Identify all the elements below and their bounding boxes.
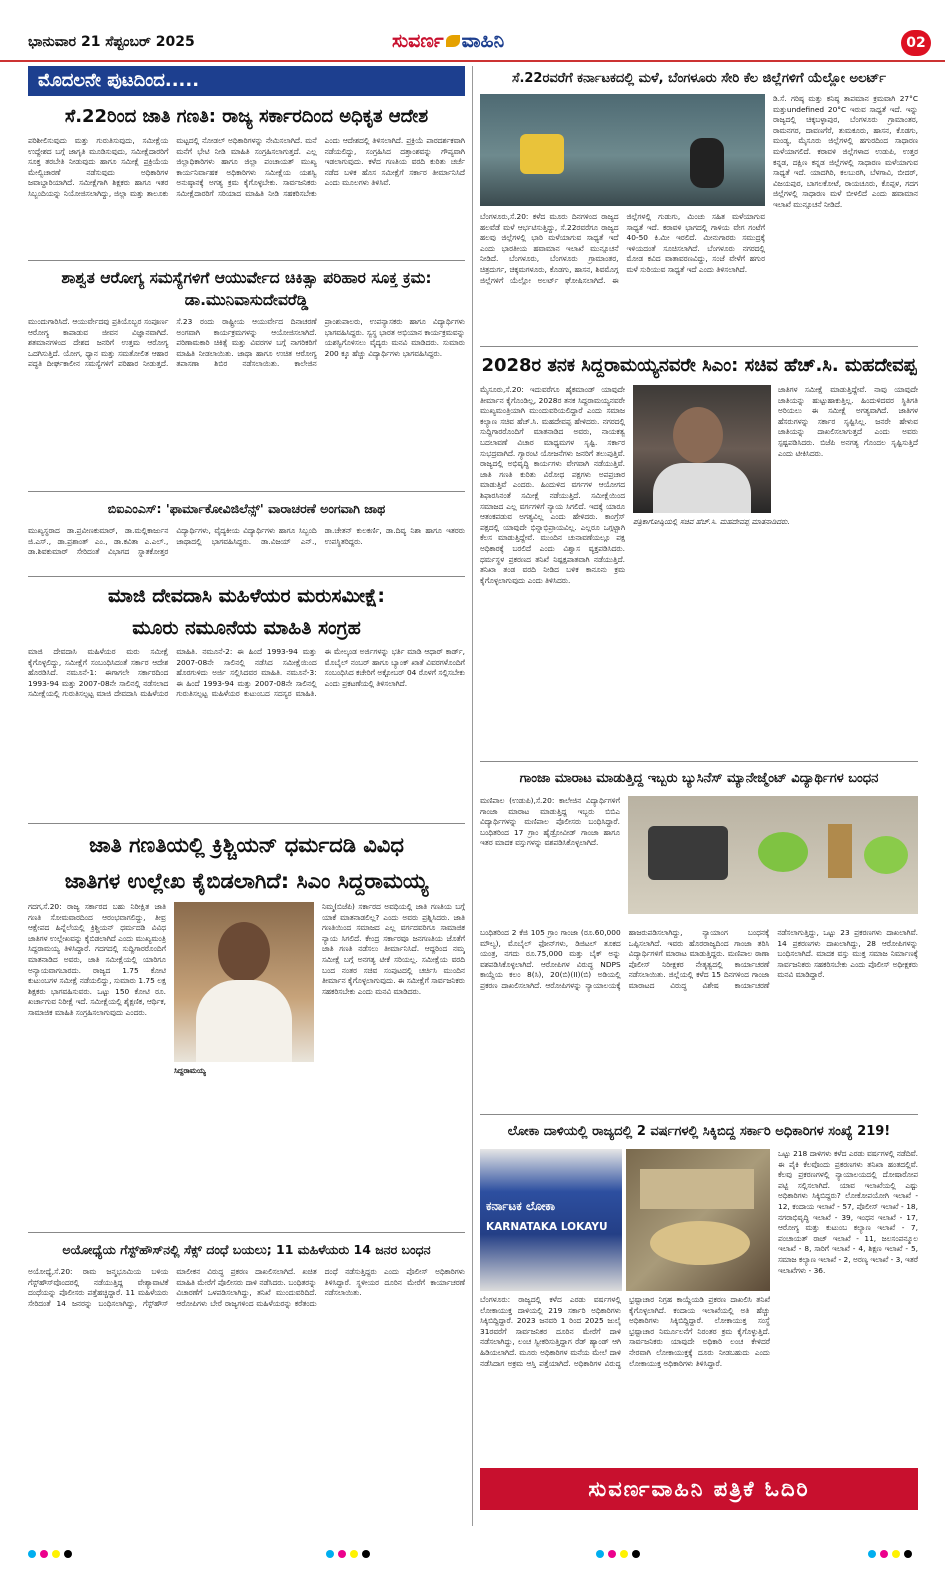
article-row xyxy=(480,796,918,924)
column-divider xyxy=(472,66,473,1526)
article-row xyxy=(480,385,918,755)
article-left-col xyxy=(480,796,620,924)
gold-shape xyxy=(650,1221,750,1265)
seized-items-photo xyxy=(628,796,918,914)
headline: ಬಿಐಎಂಎಸ್: 'ಫಾರ್ಮಾಕೋವಿಜಿಲೆನ್ಸ್' ವಾರಾಚರಣೆ ಅಂಗವಾಗಿ ಜಾಥ xyxy=(107,501,386,516)
divider xyxy=(480,1114,918,1115)
headline: 2028ರ ತನಕ ಸಿದ್ದರಾಮಯ್ಯನವರೇ ಸಿಎಂ: ಸಚಿವ ಹೆಚ್.ಸಿ. ಮಹದೇವಪ್ಪ xyxy=(481,355,917,376)
photo-pair xyxy=(480,1149,770,1291)
article-devadasi-survey xyxy=(28,583,465,817)
page-number: 02 xyxy=(901,30,931,56)
building-sign: ಕರ್ನಾಟಕ ಲೋಕಾ xyxy=(486,1199,555,1213)
registration-marks xyxy=(326,1550,370,1564)
registration-dot xyxy=(868,1550,876,1558)
registration-dot xyxy=(338,1550,346,1558)
shirt-shape xyxy=(653,463,751,513)
registration-marks xyxy=(868,1550,912,1564)
jar-shape xyxy=(828,824,852,878)
article-body: ನಿಮ್ಮ(ಬಿಜೆಪಿ) ಸರ್ಕಾರದ ಅವಧಿಯಲ್ಲಿ ಜಾತಿ ಗಣತಿಯ ಬಗ್ಗೆ ಯಾಕೆ ಮಾತನಾಡಲಿಲ್ಲ? ಎಂದು ಅವರು ಪ್ರಶ್ನಿಸಿದರು. ಜಾತಿ ಗಣತಿಯಿಂದ ಸಮಾಜದ ಎಲ್ಲ ವರ್ಗದವರಿಗೂ ಸಾಮಾಜಿಕ ನ್ಯಾಯ ಸಿಗಲಿದೆ. ಕೇಂದ್ರ ಸರ್ಕಾರವೂ ಜನಗಣತಿಯ ಜೊತೆಗೆ ಜಾತಿ ಗಣತಿ ನಡೆಸಲು ತೀರ್ಮಾನಿಸಿದೆ. ಆದ್ದರಿಂದ ನಮ್ಮ ಸಮೀಕ್ಷೆ ಬಗ್ಗೆ ಅನಗತ್ಯ ಟೀಕೆ ಸರಿಯಲ್ಲ. ಸಮೀಕ್ಷೆಯ ವರದಿ ಬಂದ ನಂತರ ಸಚಿವ ಸಂಪುಟದಲ್ಲಿ ಚರ್ಚಿಸಿ ಮುಂದಿನ ತೀರ್ಮಾನ ಕೈಗೊಳ್ಳಲಾಗುವುದು. ಈ ಸಮೀಕ್ಷೆಗೆ ಸಾರ್ವಜನಿಕರು ಸಹಕರಿಸಬೇಕು ಎಂದು ಮನವಿ ಮಾಡಿದರು. xyxy=(322,902,465,996)
divider xyxy=(28,1232,465,1233)
packet-shape xyxy=(758,832,808,872)
newspaper-logo xyxy=(392,30,504,52)
article-left-col xyxy=(480,385,625,755)
cm-photo xyxy=(174,902,314,1062)
headline: ಗಾಂಜಾ ಮಾರಾಟ ಮಾಡುತ್ತಿದ್ದ ಇಬ್ಬರು ಬ್ಯುಸಿನೆಸ್ ಮ್ಯಾನೇಜ್ಮೆಂಟ್ ವಿದ್ಯಾರ್ಥಿಗಳ ಬಂಧನ xyxy=(519,771,879,786)
issue-date: ಭಾನುವಾರ 21 ಸೆಪ್ಟಂಬರ್ 2025 xyxy=(28,34,195,50)
cash-seized-photo xyxy=(626,1149,770,1291)
registration-dot xyxy=(904,1550,912,1558)
subscribe-banner: ಸುವರ್ಣವಾಹಿನಿ ಪತ್ರಿಕೆ ಓದಿರಿ xyxy=(480,1468,918,1510)
shirt-shape xyxy=(196,980,292,1062)
minister-photo xyxy=(633,385,771,513)
photo-caption: ಪತ್ರಿಕಾಗೋಷ್ಠಿಯಲ್ಲಿ ಸಚಿವ ಹೆಚ್.ಸಿ. ಮಹದೇವಪ್ಪ ಮಾತನಾಡಿದರು. xyxy=(633,517,790,526)
article-body: ಬೆಂಗಳೂರು: ರಾಜ್ಯದಲ್ಲಿ ಕಳೆದ ಎರಡು ವರ್ಷಗಳಲ್ಲಿ ಲೋಕಾಯುಕ್ತ ದಾಳಿಯಲ್ಲಿ 219 ಸರ್ಕಾರಿ ಅಧಿಕಾರಿಗಳು ಸಿಕ್ಕಿಬಿದ್ದಿದ್ದಾರೆ. 2023 ಜನವರಿ 1 ರಿಂದ 2025 ಜುಲೈ 31ರವರೆಗೆ ಸಾರ್ವಜನಿಕರ ದೂರಿನ ಮೇರೆಗೆ ದಾಳಿ ನಡೆಸಲಾಗಿದ್ದು, ಲಂಚ ಸ್ವೀಕರಿಸುತ್ತಿದ್ದಾಗ ರೆಡ್ ಹ್ಯಾಂಡ್ ಆಗಿ ಹಿಡಿಯಲಾಗಿದೆ. ಮೂರು ಅಧಿಕಾರಿಗಳ ಮನೆಯ ಮೇಲೆ ದಾಳಿ ನಡೆಸಿದಾಗ ಅಕ್ರಮ ಆಸ್ತಿ ಪತ್ತೆಯಾಗಿದೆ. ಅಧಿಕಾರಿಗಳ ವಿರುದ್ಧ ಭ್ರಷ್ಟಾಚಾರ ನಿಗ್ರಹ ಕಾಯ್ದೆಯಡಿ ಪ್ರಕರಣ ದಾಖಲಿಸಿ ತನಿಖೆ ಕೈಗೊಳ್ಳಲಾಗಿದೆ. ಕಂದಾಯ ಇಲಾಖೆಯಲ್ಲಿ ಅತಿ ಹೆಚ್ಚು ಅಧಿಕಾರಿಗಳು ಸಿಕ್ಕಿಬಿದ್ದಿದ್ದಾರೆ. ಲೋಕಾಯುಕ್ತ ಸಂಸ್ಥೆ ಭ್ರಷ್ಟಾಚಾರ ನಿರ್ಮೂಲನೆಗೆ ನಿರಂತರ ಕ್ರಮ ಕೈಗೊಳ್ಳುತ್ತಿದೆ. ಸಾರ್ವಜನಿಕರು ಯಾವುದೇ ಅಧಿಕಾರಿ ಲಂಚ ಕೇಳಿದರೆ ನೇರವಾಗಿ ಲೋಕಾಯುಕ್ತಕ್ಕೆ ದೂರು ನೀಡಬಹುದು ಎಂದು ಲೋಕಾಯುಕ್ತ ಅಧಿಕಾರಿಗಳು ತಿಳಿಸಿದ್ದಾರೆ. xyxy=(480,1295,770,1368)
divider xyxy=(28,260,465,261)
article-sidebar: ಒಟ್ಟು 218 ದಾಳಿಗಳು ಕಳೆದ ಎರಡು ವರ್ಷಗಳಲ್ಲಿ ನಡೆದಿವೆ. ಈ ಪೈಕಿ ಕೆಲವೊಂದು ಪ್ರಕರಣಗಳು ತನಿಖಾ ಹಂತದಲ್ಲಿವೆ. ಕೆಲವು ಪ್ರಕರಣಗಳಲ್ಲಿ ನ್ಯಾಯಾಲಯದಲ್ಲಿ ದೋಷಾರೋಪ ಪಟ್ಟಿ ಸಲ್ಲಿಸಲಾಗಿದೆ. ಯಾವ ಇಲಾಖೆಯಲ್ಲಿ ಎಷ್ಟು ಅಧಿಕಾರಿಗಳು ಸಿಕ್ಕಿಬಿದ್ದರು? ಲೋಕೋಪಯೋಗಿ ಇಲಾಖೆ - 12, ಕಂದಾಯ ಇಲಾಖೆ - 57, ಪೊಲೀಸ್ ಇಲಾಖೆ - 18, ನಗರಾಭಿವೃದ್ಧಿ ಇಲಾಖೆ - 39, ಇಂಧನ ಇಲಾಖೆ - 17, ಆರೋಗ್ಯ ಮತ್ತು ಕುಟುಂಬ ಕಲ್ಯಾಣ ಇಲಾಖೆ - 7, ಪಂಚಾಯತ್ ರಾಜ್ ಇಲಾಖೆ - 11, ಜಲಸಂಪನ್ಮೂಲ ಇಲಾಖೆ - 8, ಸಾರಿಗೆ ಇಲಾಖೆ - 4, ಶಿಕ್ಷಣ ಇಲಾಖೆ - 5, ಸಮಾಜ ಕಲ್ಯಾಣ ಇಲಾಖೆ - 2, ಅರಣ್ಯ ಇಲಾಖೆ - 3, ಇತರೆ ಇಲಾಖೆಗಳು - 36. xyxy=(778,1149,918,1275)
article-body: ಮುಖ್ಯಸ್ಥರಾದ ಡಾ.ಪ್ರವೀಣಕುಮಾರ್, ಡಾ.ಮಲ್ಲಿಕಾರ್ಜುನ ಜಿ.ಎಸ್., ಡಾ.ಪ್ರಶಾಂತ್ ಎಂ., ಡಾ.ಕವಿತಾ ಎ.ಎಲ್., ಡಾ.ಶಿವಕುಮಾರ್ ಸೇರಿದಂತೆ ವಿಭಾಗದ ಸ್ನಾತಕೋತ್ತರ ವಿದ್ಯಾರ್ಥಿಗಳು, ವೈದ್ಯಕೀಯ ವಿದ್ಯಾರ್ಥಿಗಳು ಹಾಗೂ ಸಿಬ್ಬಂದಿ ಜಾಥಾದಲ್ಲಿ ಭಾಗವಹಿಸಿದ್ದರು. ಡಾ.ವಿಜಯ್ ಎನ್., ಡಾ.ಚೇತನ್ ಕುಲಕರ್ಣಿ, ಡಾ.ದಿವ್ಯ ನಿಶಾ ಹಾಗೂ ಇತರರು ಉಪಸ್ಥಿತರಿದ್ದರು. xyxy=(28,526,465,557)
registration-marks xyxy=(596,1550,640,1564)
registration-dot xyxy=(52,1550,60,1558)
section-title: ಮೊದಲನೇ ಪುಟದಿಂದ..... xyxy=(28,66,465,96)
left-column xyxy=(28,66,465,1387)
face-shape xyxy=(218,922,270,982)
registration-dot xyxy=(350,1550,358,1558)
registration-dot xyxy=(892,1550,900,1558)
registration-dot xyxy=(596,1550,604,1558)
headline: ಲೋಕಾ ದಾಳಿಯಲ್ಲಿ ರಾಜ್ಯದಲ್ಲಿ 2 ವರ್ಷಗಳಲ್ಲಿ ಸಿಕ್ಕಿಬಿದ್ದ ಸರ್ಕಾರಿ ಅಧಿಕಾರಿಗಳ ಸಂಖ್ಯೆ 219! xyxy=(507,1124,891,1139)
leaf-icon xyxy=(446,35,460,47)
article-bims-jatha xyxy=(28,498,465,570)
registration-dot xyxy=(40,1550,48,1558)
article-row xyxy=(28,902,465,1226)
article-body: ಮಾಜಿ ದೇವದಾಸಿ ಮಹಿಳೆಯರ ಮರು ಸಮೀಕ್ಷೆ ಕೈಗೊಳ್ಳಲಿದ್ದು, ಸಮೀಕ್ಷೆಗೆ ಸಂಬಂಧಿಸಿದಂತೆ ಸರ್ಕಾರ ಆದೇಶ ಹೊರಡಿಸಿದೆ. ನಮೂನೆ-1: ಈಗಾಗಲೇ ಸರ್ಕಾರದಿಂದ 1993-94 ಮತ್ತು 2007-08ನೇ ಸಾಲಿನಲ್ಲಿ ನಡೆಸಲಾದ ಸಮೀಕ್ಷೆಯಲ್ಲಿ ಗುರುತಿಸಲ್ಪಟ್ಟ ಮಾಜಿ ದೇವದಾಸಿ ಮಹಿಳೆಯರ ಮಾಹಿತಿ. ನಮೂನೆ-2: ಈ ಹಿಂದೆ 1993-94 ಮತ್ತು 2007-08ನೇ ಸಾಲಿನಲ್ಲಿ ನಡೆಸಿದ ಸಮೀಕ್ಷೆಯಿಂದ ಹೊರಗುಳಿದು ಅರ್ಜಿ ಸಲ್ಲಿಸಿದವರ ಮಾಹಿತಿ. ನಮೂನೆ-3: ಈ ಹಿಂದೆ 1993-94 ಮತ್ತು 2007-08ನೇ ಸಾಲಿನಲ್ಲಿ ಗುರುತಿಸಲ್ಪಟ್ಟ ಮಹಿಳೆಯರ ಕುಟುಂಬದ ಸದಸ್ಯರ ಮಾಹಿತಿ. ಈ ಮೇಲ್ಕಂಡ ಅರ್ಜಿಗಳನ್ನು ಭರ್ತಿ ಮಾಡಿ ಆಧಾರ್ ಕಾರ್ಡ್, ಮೊಬೈಲ್ ನಂಬರ್ ಹಾಗೂ ಬ್ಯಾಂಕ್ ಖಾತೆ ವಿವರಗಳೊಂದಿಗೆ ಸಂಬಂಧಿಸಿದ ಕಚೇರಿಗೆ ಅಕ್ಟೋಬರ್ 04 ರೊಳಗೆ ಸಲ್ಲಿಸಬೇಕು ಎಂದು ಪ್ರಕಟಣೆಯಲ್ಲಿ ತಿಳಿಸಲಾಗಿದೆ. xyxy=(28,647,465,699)
logo-word-right: ವಾಹಿನಿ xyxy=(461,30,505,52)
registration-dot xyxy=(880,1550,888,1558)
article-body: ಬಂಧಿತರಿಂದ 2 ಕೆಜಿ 105 ಗ್ರಾಂ ಗಾಂಜಾ (ರೂ.60,000 ಮೌಲ್ಯ), ಮೊಬೈಲ್ ಫೋನ್‌ಗಳು, ಡಿಜಿಟಲ್ ತೂಕದ ಯಂತ್ರ, ನಗದು ರೂ.75,000 ಮತ್ತು ಬೈಕ್ ಅನ್ನು ವಶಪಡಿಸಿಕೊಳ್ಳಲಾಗಿದೆ. ಆರೋಪಿಗಳ ವಿರುದ್ಧ NDPS ಕಾಯ್ದೆಯ ಕಲಂ 8(ಸಿ), 20(ಬಿ)(II)(ಬಿ) ಅಡಿಯಲ್ಲಿ ಪ್ರಕರಣ ದಾಖಲಿಸಲಾಗಿದೆ. ಆರೋಪಿಗಳನ್ನು ನ್ಯಾಯಾಲಯಕ್ಕೆ ಹಾಜರುಪಡಿಸಲಾಗಿದ್ದು, ನ್ಯಾಯಾಂಗ ಬಂಧನಕ್ಕೆ ಒಪ್ಪಿಸಲಾಗಿದೆ. ಇವರು ಹೊರರಾಜ್ಯದಿಂದ ಗಾಂಜಾ ತರಿಸಿ ವಿದ್ಯಾರ್ಥಿಗಳಿಗೆ ಮಾರಾಟ ಮಾಡುತ್ತಿದ್ದರು. ಮಣಿಪಾಲ ಠಾಣಾ ಪೊಲೀಸ್ ನಿರೀಕ್ಷಕರ ನೇತೃತ್ವದಲ್ಲಿ ಕಾರ್ಯಾಚರಣೆ ನಡೆಸಲಾಯಿತು. ಜಿಲ್ಲೆಯಲ್ಲಿ ಕಳೆದ 15 ದಿನಗಳಿಂದ ಗಾಂಜಾ ಮಾರಾಟದ ವಿರುದ್ಧ ವಿಶೇಷ ಕಾರ್ಯಾಚರಣೆ ನಡೆಸಲಾಗುತ್ತಿದ್ದು, ಒಟ್ಟು 23 ಪ್ರಕರಣಗಳು ದಾಖಲಾಗಿವೆ. 14 ಪ್ರಕರಣಗಳು ದಾಖಲಾಗಿದ್ದು, 28 ಆರೋಪಿಗಳನ್ನು ಬಂಧಿಸಲಾಗಿದೆ. ಮಾದಕ ವಸ್ತು ಮುಕ್ತ ಸಮಾಜ ನಿರ್ಮಾಣಕ್ಕೆ ಸಾರ್ವಜನಿಕರು ಸಹಕರಿಸಬೇಕು ಎಂದು ಪೊಲೀಸ್ ಅಧೀಕ್ಷಕರು ಮನವಿ ಮಾಡಿದ್ದಾರೆ. xyxy=(480,928,918,990)
headline: ಸೆ.22ರಿಂದ ಜಾತಿ ಗಣತಿ: ರಾಜ್ಯ ಸರ್ಕಾರದಿಂದ ಅಧಿಕೃತ ಆದೇಶ xyxy=(64,106,429,127)
building-sign-en: KARNATAKA LOKAYU xyxy=(486,1221,608,1233)
registration-dot xyxy=(362,1550,370,1558)
headline: ಸೆ.22ರವರೆಗೆ ಕರ್ನಾಟಕದಲ್ಲಿ ಮಳೆ, ಬೆಂಗಳೂರು ಸೇರಿ ಕೆಲ ಜಿಲ್ಲೆಗಳಿಗೆ ಯೆಲ್ಲೋ ಅಲರ್ಟ್ xyxy=(512,71,886,86)
article-caste-census-order xyxy=(28,104,465,254)
rain-photo xyxy=(480,94,765,206)
article-body-top: ಮಣಿಪಾಲ (ಉಡುಪಿ),ಸೆ.20: ಕಾಲೇಜಿನ ವಿದ್ಯಾರ್ಥಿಗಳಿಗೆ ಗಾಂಜಾ ಮಾರಾಟ ಮಾಡುತ್ತಿದ್ದ ಇಬ್ಬರು ಬಿಬಿಎ ವಿದ್ಯಾರ್ಥಿಗಳನ್ನು ಮಣಿಪಾಲ ಪೊಲೀಸರು ಬಂಧಿಸಿದ್ದಾರೆ. ಬಂಧಿತರಿಂದ 17 ಗ್ರಾಂ ಹೈಡ್ರೋವೀಡ್ ಗಾಂಜಾ ಹಾಗೂ ಇತರ ಮಾದಕ ವಸ್ತುಗಳನ್ನು ವಶಪಡಿಸಿಕೊಳ್ಳಲಾಗಿದೆ. xyxy=(480,796,620,848)
lokayukta-building-photo xyxy=(480,1149,622,1291)
rider-shape xyxy=(690,138,724,188)
article-body: ಜಾತಿಗಳ ಸಮೀಕ್ಷೆ ಮಾಡುತ್ತಿದ್ದೇವೆ. ನಾವು ಯಾವುದೇ ಜಾತಿಯನ್ನು ಹುಟ್ಟುಹಾಕುತ್ತಿಲ್ಲ. ಹಿಂದುಳಿದವರ ಸ್ಥಿತಿಗತಿ ಅರಿಯಲು ಈ ಸಮೀಕ್ಷೆ ಅಗತ್ಯವಾಗಿದೆ. ಜಾತಿಗಳ ಹೆಸರುಗಳನ್ನು ಸರ್ಕಾರ ಸೃಷ್ಟಿಸಿಲ್ಲ. ಜನರೇ ಹೇಳುವ ಜಾತಿಯನ್ನು ದಾಖಲಿಸಲಾಗುತ್ತದೆ ಎಂದು ಅವರು ಸ್ಪಷ್ಟಪಡಿಸಿದರು. ಬಿಜೆಪಿ ಅನಗತ್ಯ ಗೊಂದಲ ಸೃಷ್ಟಿಸುತ್ತಿದೆ ಎಂದು ಟೀಕಿಸಿದರು. xyxy=(778,385,918,458)
cash-stack-shape xyxy=(640,1169,754,1209)
subheadline: ಜಾತಿಗಳ ಉಲ್ಲೇಖ ಕೈಬಿಡಲಾಗಿದೆ: ಸಿಎಂ ಸಿದ್ದರಾಮಯ್ಯ xyxy=(64,869,429,893)
auto-rickshaw-shape xyxy=(520,134,564,174)
headline: ಶಾಶ್ವತ ಆರೋಗ್ಯ ಸಮಸ್ಯೆಗಳಿಗೆ ಆಯುರ್ವೇದ ಚಿಕಿತ್ಸಾ ಪರಿಹಾರ ಸೂಕ್ತ ಕ್ರಮ: ಡಾ.ಮುನಿವಾಸುದೇವರೆಡ್ಡಿ xyxy=(61,269,432,309)
divider xyxy=(28,491,465,492)
article-siddaramaiah-cm xyxy=(480,353,918,755)
divider xyxy=(480,761,918,762)
registration-dot xyxy=(28,1550,36,1558)
subheadline: ಮೂರು ನಮೂನೆಯ ಮಾಹಿತಿ ಸಂಗ್ರಹ xyxy=(132,617,361,639)
registration-dot xyxy=(632,1550,640,1558)
article-rain-alert xyxy=(480,70,918,340)
article-body: ಮುಂದುಗಾರಿಸಿದೆ. ಆಯುರ್ವೇದವು ಪ್ರತಿಯೊಬ್ಬರ ಸಂಪೂರ್ಣ ಆರೋಗ್ಯ ಕಾಪಾಡುವ ಜೀವನ ವಿಜ್ಞಾನವಾಗಿದೆ. ಶತಮಾನಗಳಿಂದ ದೇಶದ ಜನರಿಗೆ ಉತ್ತಮ ಆರೋಗ್ಯ ಒದಗಿಸುತ್ತಿದೆ. ಯೋಗ, ಧ್ಯಾನ ಮತ್ತು ಸಮತೋಲಿತ ಆಹಾರ ಪದ್ಧತಿ ದೀರ್ಘಕಾಲೀನ ಸಮಸ್ಯೆಗಳಿಗೆ ಪರಿಹಾರ ನೀಡುತ್ತದೆ. ಸೆ.23 ರಂದು ರಾಷ್ಟ್ರೀಯ ಆಯುರ್ವೇದ ದಿನಾಚರಣೆ ಅಂಗವಾಗಿ ಕಾರ್ಯಕ್ರಮಗಳನ್ನು ಆಯೋಜಿಸಲಾಗಿದೆ. ಪರಿಣಾಮಕಾರಿ ಚಿಕಿತ್ಸೆ ಮತ್ತು ವಿವರಗಳ ಬಗ್ಗೆ ನಾಗರಿಕರಿಗೆ ಮಾಹಿತಿ ನೀಡಲಾಯಿತು. ಜಾಥಾ ಹಾಗೂ ಉಚಿತ ಆರೋಗ್ಯ ತಪಾಸಣಾ ಶಿಬಿರ ನಡೆಸಲಾಯಿತು. ಕಾಲೇಜಿನ ಪ್ರಾಂಶುಪಾಲರು, ಉಪನ್ಯಾಸಕರು ಹಾಗೂ ವಿದ್ಯಾರ್ಥಿಗಳು ಭಾಗವಹಿಸಿದ್ದರು. ಸ್ವಸ್ಥ ಭಾರತ ಅಭಿಯಾನ ಕಾರ್ಯಕ್ರಮವನ್ನು ಯಶಸ್ವಿಗೊಳಿಸಲು ವೈದ್ಯರು ಮನವಿ ಮಾಡಿದರು. ಸುಮಾರು 200 ಕ್ಕೂ ಹೆಚ್ಚು ವಿದ್ಯಾರ್ಥಿಗಳು ಭಾಗವಹಿಸಿದ್ದರು. xyxy=(28,317,465,369)
article-row xyxy=(480,94,918,340)
headline: ಮಾಜಿ ದೇವದಾಸಿ ಮಹಿಳೆಯರ ಮರುಸಮೀಕ್ಷೆ: xyxy=(108,585,385,607)
headline: ಅಯೋಧ್ಯೆಯ ಗೆಸ್ಟ್‌ಹೌಸ್‌ನಲ್ಲಿ ಸೆಕ್ಸ್ ದಂಧೆ ಬಯಲು; 11 ಮಹಿಳೆಯರು 14 ಜನರ ಬಂಧನ xyxy=(62,1242,431,1257)
article-main xyxy=(480,94,765,340)
masthead xyxy=(0,0,945,62)
registration-dot xyxy=(608,1550,616,1558)
bag-shape xyxy=(648,826,728,880)
registration-dot xyxy=(620,1550,628,1558)
face-shape xyxy=(673,407,723,463)
article-body: ಅಯೋಧ್ಯೆ,ಸೆ.20: ರಾಮ ಜನ್ಮಭೂಮಿಯ ಬಳಿಯ ಗೆಸ್ಟ್‌ಹೌಸ್‌ವೊಂದರಲ್ಲಿ ನಡೆಯುತ್ತಿದ್ದ ವೇಶ್ಯಾವಾಟಿಕೆ ದಂಧೆಯನ್ನು ಪೊಲೀಸರು ಪತ್ತೆಹಚ್ಚಿದ್ದಾರೆ. 11 ಮಹಿಳೆಯರು ಸೇರಿದಂತೆ 14 ಜನರನ್ನು ಬಂಧಿಸಲಾಗಿದ್ದು, ಗೆಸ್ಟ್‌ಹೌಸ್ ಮಾಲೀಕನ ವಿರುದ್ಧ ಪ್ರಕರಣ ದಾಖಲಿಸಲಾಗಿದೆ. ಖಚಿತ ಮಾಹಿತಿ ಮೇರೆಗೆ ಪೊಲೀಸರು ದಾಳಿ ನಡೆಸಿದರು. ಬಂಧಿತರನ್ನು ವಿಚಾರಣೆಗೆ ಒಳಪಡಿಸಲಾಗಿದ್ದು, ತನಿಖೆ ಮುಂದುವರಿದಿದೆ. ಆರೋಪಿಗಳು ಬೇರೆ ರಾಜ್ಯಗಳಿಂದ ಮಹಿಳೆಯರನ್ನು ಕರೆತಂದು ದಂಧೆ ನಡೆಸುತ್ತಿದ್ದರು ಎಂದು ಪೊಲೀಸ್ ಅಧಿಕಾರಿಗಳು ತಿಳಿಸಿದ್ದಾರೆ. ಸ್ಥಳೀಯರ ದೂರಿನ ಮೇರೆಗೆ ಕಾರ್ಯಾಚರಣೆ ನಡೆಸಲಾಯಿತು. xyxy=(28,1267,465,1308)
article-body: ಗದಗ,ಸೆ.20: ರಾಜ್ಯ ಸರ್ಕಾರದ ಬಹು ನಿರೀಕ್ಷಿತ ಜಾತಿ ಗಣತಿ ಸೋಮವಾರದಿಂದ ಆರಂಭವಾಗಲಿದ್ದು, ತೀವ್ರ ಆಕ್ಷೇಪದ ಹಿನ್ನೆಲೆಯಲ್ಲಿ ಕ್ರಿಶ್ಚಿಯನ್ ಧರ್ಮದಡಿ ವಿವಿಧ ಜಾತಿಗಳ ಉಲ್ಲೇಖವನ್ನು ಕೈಬಿಡಲಾಗಿದೆ ಎಂದು ಮುಖ್ಯಮಂತ್ರಿ ಸಿದ್ದರಾಮಯ್ಯ ತಿಳಿಸಿದ್ದಾರೆ. ಗದಗದಲ್ಲಿ ಸುದ್ದಿಗಾರರೊಂದಿಗೆ ಮಾತನಾಡಿದ ಅವರು, ಜಾತಿ ಸಮೀಕ್ಷೆಯಲ್ಲಿ ಯಾರಿಗೂ ಅನ್ಯಾಯವಾಗಬಾರದು. ರಾಜ್ಯದ 1.75 ಕೋಟಿ ಕುಟುಂಬಗಳ ಸಮೀಕ್ಷೆ ನಡೆಯಲಿದ್ದು, ಸುಮಾರು 1.75 ಲಕ್ಷ ಶಿಕ್ಷಕರು ಭಾಗವಹಿಸುವರು. ಒಟ್ಟು 150 ಕೋಟಿ ರೂ. ಖರ್ಚಾಗುವ ನಿರೀಕ್ಷೆ ಇದೆ. ಸಮೀಕ್ಷೆಯಲ್ಲಿ ಶೈಕ್ಷಣಿಕ, ಆರ್ಥಿಕ, ಸಾಮಾಜಿಕ ಮಾಹಿತಿ ಸಂಗ್ರಹಿಸಲಾಗುವುದು ಎಂದರು. xyxy=(28,902,166,1017)
article-christian-castes xyxy=(28,830,465,1226)
article-ayodhya-raid xyxy=(28,1239,465,1387)
article-sidebar: ಡಿ.ಸೆ. ಗರಿಷ್ಠ ಮತ್ತು ಕನಿಷ್ಠ ತಾಪಮಾನ ಕ್ರಮವಾಗಿ 27°C ಮತ್ತುundefined 20°C ಇರುವ ಸಾಧ್ಯತೆ ಇದೆ. ಇನ್ನು ರಾಜ್ಯದಲ್ಲಿ ಚಿಕ್ಕಬಳ್ಳಾಪುರ, ಬೆಂಗಳೂರು ಗ್ರಾಮಾಂತರ, ರಾಮನಗರ, ದಾವಣಗೆರೆ, ತುಮಕೂರು, ಹಾಸನ, ಕೊಡಗು, ಮಂಡ್ಯ, ಮೈಸೂರು ಜಿಲ್ಲೆಗಳಲ್ಲಿ ಹಗುರದಿಂದ ಸಾಧಾರಣ ಮಳೆಯಾಗಲಿದೆ. ಕರಾವಳಿ ಜಿಲ್ಲೆಗಳಾದ ಉಡುಪಿ, ಉತ್ತರ ಕನ್ನಡ, ದಕ್ಷಿಣ ಕನ್ನಡ ಜಿಲ್ಲೆಗಳಲ್ಲಿ ಸಾಧಾರಣ ಮಳೆಯಾಗುವ ಸಾಧ್ಯತೆ ಇದೆ. ಯಾದಗಿರಿ, ಕಲಬುರಗಿ, ಬೆಳಗಾವಿ, ಬೀದರ್, ವಿಜಯಪುರ, ಬಾಗಲಕೋಟೆ, ರಾಯಚೂರು, ಕೊಪ್ಪಳ, ಗದಗ ಜಿಲ್ಲೆಗಳಲ್ಲಿ ಸಾಧಾರಣ ಮಳೆ ಬೀಳಲಿದೆ ಎಂದು ಹವಾಮಾನ ಇಲಾಖೆ ಮುನ್ಸೂಚನೆ ನೀಡಿದೆ. xyxy=(773,94,918,209)
article-body: ಮೈಸೂರು,ಸೆ.20: ಇದುವರೆಗೂ ಹೈಕಮಾಂಡ್ ಯಾವುದೇ ತೀರ್ಮಾನ ಕೈಗೊಂಡಿಲ್ಲ, 2028ರ ತನಕ ಸಿದ್ದರಾಮಯ್ಯನವರೇ ಮುಖ್ಯಮಂತ್ರಿಯಾಗಿ ಮುಂದುವರಿಯಲಿದ್ದಾರೆ ಎಂದು ಸಮಾಜ ಕಲ್ಯಾಣ ಸಚಿವ ಹೆಚ್.ಸಿ. ಮಹದೇವಪ್ಪ ಹೇಳಿದರು. ನಗರದಲ್ಲಿ ಸುದ್ದಿಗಾರರೊಂದಿಗೆ ಮಾತನಾಡಿದ ಅವರು, ನಾಯಕತ್ವ ಬದಲಾವಣೆ ವಿಚಾರ ಮಾಧ್ಯಮಗಳ ಸೃಷ್ಟಿ. ಸರ್ಕಾರ ಸುಭದ್ರವಾಗಿದೆ. ಗ್ಯಾರಂಟಿ ಯೋಜನೆಗಳು ಜನರಿಗೆ ತಲುಪುತ್ತಿವೆ. ರಾಜ್ಯದಲ್ಲಿ ಅಭಿವೃದ್ಧಿ ಕಾರ್ಯಗಳು ವೇಗವಾಗಿ ನಡೆಯುತ್ತಿವೆ. ಜಾತಿ ಗಣತಿ ಕುರಿತು ವಿರೋಧ ಪಕ್ಷಗಳು ಅಪಪ್ರಚಾರ ಮಾಡುತ್ತಿವೆ ಎಂದರು. ಹಿಂದುಳಿದ ವರ್ಗಗಳ ಆಯೋಗದ ಶಿಫಾರಸಿನಂತೆ ಸಮೀಕ್ಷೆ ನಡೆಯುತ್ತಿದೆ. ಸಮೀಕ್ಷೆಯಿಂದ ಸಮಾಜದ ಎಲ್ಲ ವರ್ಗಗಳಿಗೆ ನ್ಯಾಯ ಸಿಗಲಿದೆ. ಇದಕ್ಕೆ ಯಾರೂ ಆತಂಕಪಡುವ ಅಗತ್ಯವಿಲ್ಲ ಎಂದು ಹೇಳಿದರು. ಕಾಂಗ್ರೆಸ್ ಪಕ್ಷದಲ್ಲಿ ಯಾವುದೇ ಭಿನ್ನಾಭಿಪ್ರಾಯವಿಲ್ಲ. ಎಲ್ಲರೂ ಒಗ್ಗಟ್ಟಾಗಿ ಕೆಲಸ ಮಾಡುತ್ತಿದ್ದೇವೆ. ಮುಂದಿನ ಚುನಾವಣೆಯಲ್ಲೂ ಪಕ್ಷ ಅಧಿಕಾರಕ್ಕೆ ಬರಲಿದೆ ಎಂದು ವಿಶ್ವಾಸ ವ್ಯಕ್ತಪಡಿಸಿದರು. ಧರ್ಮಸ್ಥಳ ಪ್ರಕರಣದ ತನಿಖೆ ನಿಷ್ಪಕ್ಷಪಾತವಾಗಿ ನಡೆಯುತ್ತಿದೆ. ತನಿಖಾ ತಂಡ ವರದಿ ನೀಡಿದ ಬಳಿಕ ಕಾನೂನು ಕ್ರಮ ಕೈಗೊಳ್ಳಲಾಗುವುದು ಎಂದು ತಿಳಿಸಿದರು. xyxy=(480,385,625,585)
headline: ಜಾತಿ ಗಣತಿಯಲ್ಲಿ ಕ್ರಿಶ್ಚಿಯನ್ ಧರ್ಮದಡಿ ವಿವಿಧ xyxy=(89,833,404,857)
registration-dot xyxy=(326,1550,334,1558)
logo-word-left: ಸುವರ್ಣ xyxy=(392,30,444,52)
article-lokayukta-raids xyxy=(480,1121,918,1491)
article-row xyxy=(480,1149,918,1491)
photo-block xyxy=(174,902,314,1226)
article-ayurveda xyxy=(28,267,465,485)
right-column xyxy=(480,66,918,1491)
article-ganja-arrest xyxy=(480,768,918,1108)
article-body: ಪರಿಶೀಲಿಸುವುದು ಮತ್ತು ಗುರುತಿಸುವುದು, ಸಮೀಕ್ಷೆಯ ಉದ್ದೇಶದ ಬಗ್ಗೆ ಜಾಗೃತಿ ಮೂಡಿಸುವುದು, ಸಮೀಕ್ಷೆದಾರರಿಗೆ ಸೂಕ್ತ ತರಬೇತಿ ನೀಡುವುದು ಹಾಗೂ ಸಮೀಕ್ಷೆ ಪ್ರಕ್ರಿಯೆಯ ಮೇಲ್ವಿಚಾರಣೆ ನಡೆಸುವುದು ಅಧಿಕಾರಿಗಳ ಜವಾಬ್ದಾರಿಯಾಗಿದೆ. ಸಮೀಕ್ಷೆಗಾಗಿ ಶಿಕ್ಷಕರು ಹಾಗೂ ಇತರ ಸಿಬ್ಬಂದಿಯನ್ನು ನಿಯೋಜಿಸಲಾಗಿದ್ದು, ಜಿಲ್ಲಾ ಮತ್ತು ತಾಲೂಕು ಮಟ್ಟದಲ್ಲಿ ನೋಡಲ್ ಅಧಿಕಾರಿಗಳನ್ನು ನೇಮಿಸಲಾಗಿದೆ. ಮನೆ ಮನೆಗೆ ಭೇಟಿ ನೀಡಿ ಮಾಹಿತಿ ಸಂಗ್ರಹಿಸಲಾಗುತ್ತದೆ. ಎಲ್ಲ ಜಿಲ್ಲಾಧಿಕಾರಿಗಳು ಹಾಗೂ ಜಿಲ್ಲಾ ಪಂಚಾಯತ್ ಮುಖ್ಯ ಕಾರ್ಯನಿರ್ವಾಹಕ ಅಧಿಕಾರಿಗಳು ಸಮೀಕ್ಷೆಯ ಯಶಸ್ವಿ ಅನುಷ್ಠಾನಕ್ಕೆ ಅಗತ್ಯ ಕ್ರಮ ಕೈಗೊಳ್ಳಬೇಕು. ಸಾರ್ವಜನಿಕರು ಸಮೀಕ್ಷೆದಾರರಿಗೆ ಸರಿಯಾದ ಮಾಹಿತಿ ನೀಡಿ ಸಹಕರಿಸಬೇಕು ಎಂದು ಆದೇಶದಲ್ಲಿ ತಿಳಿಸಲಾಗಿದೆ. ಪ್ರಕ್ರಿಯೆ ಪಾರದರ್ಶಕವಾಗಿ ನಡೆಯಲಿದ್ದು, ಸಂಗ್ರಹಿಸಿದ ದತ್ತಾಂಶವನ್ನು ಗೌಪ್ಯವಾಗಿ ಇಡಲಾಗುವುದು. ಕಳೆದ ಗಣತಿಯ ವರದಿ ಕುರಿತು ಚರ್ಚೆ ನಡೆದ ಬಳಿಕ ಹೊಸ ಸಮೀಕ್ಷೆಗೆ ಸರ್ಕಾರ ತೀರ್ಮಾನಿಸಿದೆ ಎಂದು ಮೂಲಗಳು ತಿಳಿಸಿವೆ. xyxy=(28,136,465,198)
packet-shape xyxy=(864,836,908,874)
registration-dot xyxy=(64,1550,72,1558)
divider xyxy=(28,576,465,577)
photo-caption: ಸಿದ್ದರಾಮಯ್ಯ xyxy=(174,1066,206,1075)
article-right-col xyxy=(633,385,918,755)
divider xyxy=(28,823,465,824)
article-main xyxy=(480,1149,770,1491)
divider xyxy=(480,346,918,347)
registration-marks xyxy=(28,1550,72,1564)
article-body: ಬೆಂಗಳೂರು,ಸೆ.20: ಕಳೆದ ಮೂರು ದಿನಗಳಿಂದ ರಾಜ್ಯದ ಹಲವೆಡೆ ಮಳೆ ಆರ್ಭಟಿಸುತ್ತಿದ್ದು, ಸೆ.22ರವರೆಗೂ ರಾಜ್ಯದ ಹಲವು ಜಿಲ್ಲೆಗಳಲ್ಲಿ ಭಾರಿ ಮಳೆಯಾಗುವ ಸಾಧ್ಯತೆ ಇದೆ ಎಂದು ಭಾರತೀಯ ಹವಾಮಾನ ಇಲಾಖೆ ಮುನ್ಸೂಚನೆ ನೀಡಿದೆ. ಬೆಂಗಳೂರು, ಬೆಂಗಳೂರು ಗ್ರಾಮಾಂತರ, ಚಿತ್ರದುರ್ಗ, ಚಿಕ್ಕಮಗಳೂರು, ಕೊಡಗು, ಹಾಸನ, ಶಿವಮೊಗ್ಗ ಜಿಲ್ಲೆಗಳಿಗೆ ಯೆಲ್ಲೋ ಅಲರ್ಟ್ ಘೋಷಿಸಲಾಗಿದೆ. ಈ ಜಿಲ್ಲೆಗಳಲ್ಲಿ ಗುಡುಗು, ಮಿಂಚು ಸಹಿತ ಮಳೆಯಾಗುವ ಸಾಧ್ಯತೆ ಇದೆ. ಕರಾವಳಿ ಭಾಗದಲ್ಲಿ ಗಾಳಿಯ ವೇಗ ಗಂಟೆಗೆ 40-50 ಕಿ.ಮೀ ಇರಲಿದೆ. ಮೀನುಗಾರರು ಸಮುದ್ರಕ್ಕೆ ಇಳಿಯದಂತೆ ಸೂಚಿಸಲಾಗಿದೆ. ಬೆಂಗಳೂರು ನಗರದಲ್ಲಿ ಮೋಡ ಕವಿದ ವಾತಾವರಣವಿದ್ದು, ಸಂಜೆ ವೇಳೆಗೆ ಹಗುರ ಮಳೆ ಸುರಿಯುವ ಸಾಧ್ಯತೆ ಇದೆ ಎಂದು ತಿಳಿಸಲಾಗಿದೆ. xyxy=(480,212,765,285)
